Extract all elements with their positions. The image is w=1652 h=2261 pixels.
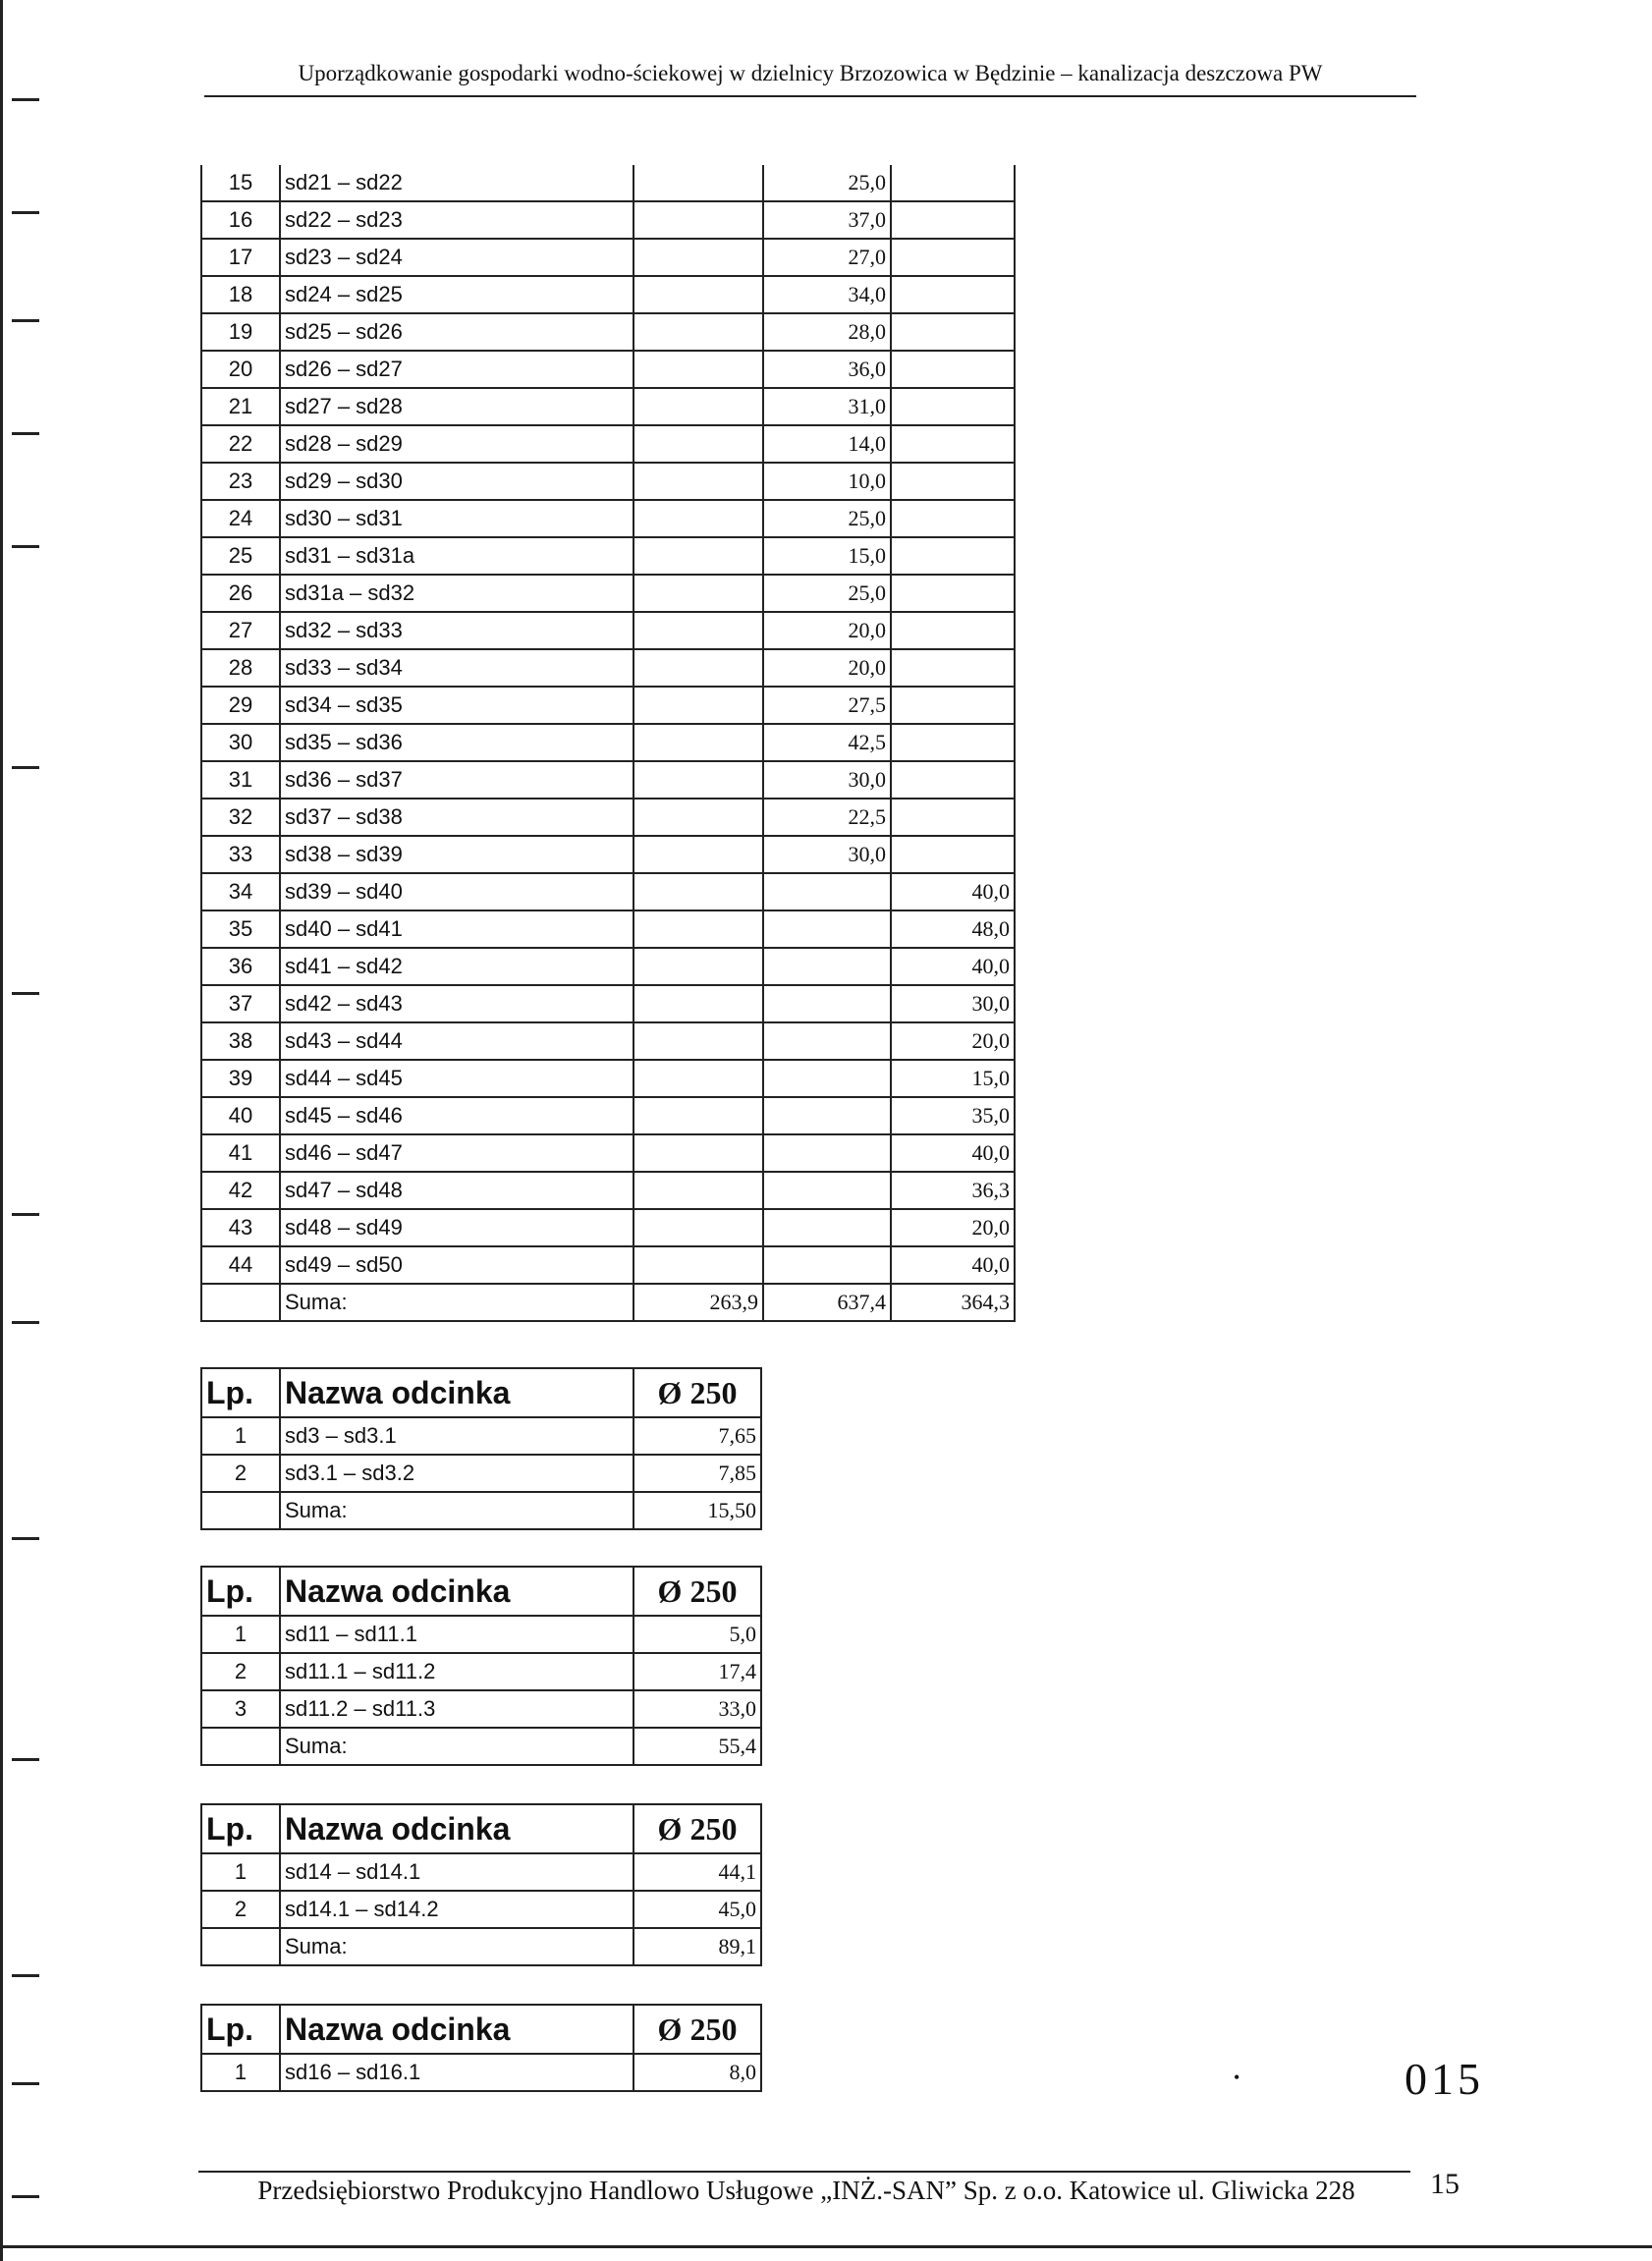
sum-label-cell: Suma: (280, 1728, 633, 1765)
length-col1-cell (633, 1209, 763, 1246)
table-row (201, 836, 1015, 873)
length-col2-cell: 42,5 (763, 724, 891, 761)
section-name-cell: sd47 – sd48 (280, 1172, 633, 1209)
row-number-cell: 41 (201, 1134, 280, 1172)
length-col2-cell (763, 1172, 891, 1209)
page-stamp: 015 (1404, 2054, 1484, 2104)
length-col3-cell (891, 351, 1015, 388)
table-row (201, 1172, 1015, 1209)
scan-edge-mark (12, 1537, 39, 1540)
row-number-cell: 1 (201, 2054, 280, 2091)
length-col1-cell (633, 1134, 763, 1172)
length-col1-cell (633, 313, 763, 351)
length-col3-cell: 30,0 (891, 985, 1015, 1022)
section-name-cell: sd11.1 – sd11.2 (280, 1653, 633, 1690)
section-name-header: Nazwa odcinka (280, 1368, 633, 1417)
table-row (201, 1891, 761, 1928)
length-col2-cell (763, 873, 891, 910)
table-row (201, 1209, 1015, 1246)
table-row (201, 313, 1015, 351)
length-col2-cell (763, 1209, 891, 1246)
section-name-cell: sd35 – sd36 (280, 724, 633, 761)
length-col1-cell (633, 1172, 763, 1209)
section-name-cell: sd46 – sd47 (280, 1134, 633, 1172)
length-col1-cell (633, 537, 763, 575)
section-name-cell: sd36 – sd37 (280, 761, 633, 799)
section-name-cell: sd48 – sd49 (280, 1209, 633, 1246)
length-col1-cell (633, 575, 763, 612)
section-name-cell: sd37 – sd38 (280, 799, 633, 836)
section-name-cell: sd3.1 – sd3.2 (280, 1455, 633, 1492)
scan-edge-mark (12, 545, 39, 548)
row-number-cell: 25 (201, 537, 280, 575)
table-row (201, 1097, 1015, 1134)
section-name-cell: sd11 – sd11.1 (280, 1616, 633, 1653)
section-name-cell: sd21 – sd22 (280, 165, 633, 201)
section-name-cell: sd28 – sd29 (280, 425, 633, 463)
length-col3-cell (891, 687, 1015, 724)
row-number-cell: 18 (201, 276, 280, 313)
table-header-row (201, 1368, 761, 1417)
table-row (201, 463, 1015, 500)
length-col2-cell (763, 910, 891, 948)
length-col2-cell: 36,0 (763, 351, 891, 388)
length-col3-cell (891, 836, 1015, 873)
scan-edge-mark (12, 1974, 39, 1977)
row-number-cell: 34 (201, 873, 280, 910)
row-number-cell: 30 (201, 724, 280, 761)
length-col2-cell: 20,0 (763, 612, 891, 649)
row-number-cell: 19 (201, 313, 280, 351)
header-rule (204, 95, 1416, 97)
length-cell: 8,0 (633, 2054, 761, 2091)
row-number-cell: 29 (201, 687, 280, 724)
length-col2-cell: 14,0 (763, 425, 891, 463)
table-row (201, 1060, 1015, 1097)
row-number-cell: 21 (201, 388, 280, 425)
length-cell: 45,0 (633, 1891, 761, 1928)
sum-value-cell: 55,4 (633, 1728, 761, 1765)
diameter-header: Ø 250 (633, 2005, 761, 2054)
table-row (201, 873, 1015, 910)
section-name-cell: sd41 – sd42 (280, 948, 633, 985)
table-row (201, 1246, 1015, 1284)
table-row (201, 239, 1015, 276)
row-number-cell: 3 (201, 1690, 280, 1728)
length-cell: 33,0 (633, 1690, 761, 1728)
length-col2-cell: 27,0 (763, 239, 891, 276)
length-col3-cell (891, 201, 1015, 239)
length-col1-cell (633, 761, 763, 799)
section-name-cell: sd45 – sd46 (280, 1097, 633, 1134)
row-number-cell: 44 (201, 1246, 280, 1284)
length-col2-cell (763, 1246, 891, 1284)
length-cell: 7,85 (633, 1455, 761, 1492)
table-row (201, 1134, 1015, 1172)
sum-row (201, 1928, 761, 1965)
sum-lp-cell (201, 1728, 280, 1765)
row-number-cell: 2 (201, 1653, 280, 1690)
scan-edge-mark (12, 992, 39, 995)
length-col1-cell (633, 463, 763, 500)
row-number-cell: 39 (201, 1060, 280, 1097)
scan-edge-mark (12, 1213, 39, 1216)
pipe-section-table (200, 1803, 762, 1966)
main-table-body (201, 165, 1015, 1321)
length-col1-cell (633, 1246, 763, 1284)
section-name-cell: sd38 – sd39 (280, 836, 633, 873)
length-col1-cell (633, 276, 763, 313)
section-name-cell: sd40 – sd41 (280, 910, 633, 948)
row-number-cell: 2 (201, 1455, 280, 1492)
scan-edge-mark (12, 1321, 39, 1324)
length-col3-cell (891, 313, 1015, 351)
section-name-cell: sd16 – sd16.1 (280, 2054, 633, 2091)
sum-col3-cell: 364,3 (891, 1284, 1015, 1321)
pipe-section-table (200, 2004, 762, 2092)
length-col3-cell (891, 724, 1015, 761)
length-col1-cell (633, 239, 763, 276)
table-row (201, 425, 1015, 463)
sum-row (201, 1728, 761, 1765)
section-name-cell: sd44 – sd45 (280, 1060, 633, 1097)
scan-left-edge (0, 0, 3, 2261)
section-name-header: Nazwa odcinka (280, 1804, 633, 1853)
length-col1-cell (633, 799, 763, 836)
length-col1-cell (633, 1022, 763, 1060)
pipe-section-table (200, 1566, 762, 1766)
length-col3-cell (891, 425, 1015, 463)
section-name-cell: sd33 – sd34 (280, 649, 633, 687)
row-number-cell: 31 (201, 761, 280, 799)
length-col1-cell (633, 910, 763, 948)
table-header-row (201, 2005, 761, 2054)
row-number-cell: 43 (201, 1209, 280, 1246)
length-cell: 5,0 (633, 1616, 761, 1653)
sum-row (201, 1284, 1015, 1321)
length-col3-cell (891, 276, 1015, 313)
scan-bottom-edge (0, 2245, 1652, 2248)
lp-header: Lp. (201, 1804, 280, 1853)
lp-header: Lp. (201, 1368, 280, 1417)
table-row (201, 761, 1015, 799)
table-row (201, 612, 1015, 649)
section-name-cell: sd14.1 – sd14.2 (280, 1891, 633, 1928)
diameter-header: Ø 250 (633, 1804, 761, 1853)
section-name-cell: sd26 – sd27 (280, 351, 633, 388)
row-number-cell: 28 (201, 649, 280, 687)
section-name-cell: sd3 – sd3.1 (280, 1417, 633, 1455)
length-col3-cell (891, 575, 1015, 612)
length-col1-cell (633, 724, 763, 761)
section-name-cell: sd22 – sd23 (280, 201, 633, 239)
row-number-cell: 24 (201, 500, 280, 537)
lp-header: Lp. (201, 2005, 280, 2054)
length-col2-cell: 28,0 (763, 313, 891, 351)
length-col1-cell (633, 873, 763, 910)
scan-edge-mark (12, 211, 39, 214)
section-name-cell: sd25 – sd26 (280, 313, 633, 351)
length-cell: 7,65 (633, 1417, 761, 1455)
scan-edge-mark (12, 319, 39, 322)
table-row (201, 537, 1015, 575)
row-number-cell: 42 (201, 1172, 280, 1209)
length-col3-cell: 40,0 (891, 1246, 1015, 1284)
table-header-row (201, 1804, 761, 1853)
diameter-header: Ø 250 (633, 1368, 761, 1417)
length-col2-cell: 27,5 (763, 687, 891, 724)
section-name-cell: sd42 – sd43 (280, 985, 633, 1022)
length-col3-cell (891, 165, 1015, 201)
table-row (201, 1616, 761, 1653)
length-col1-cell (633, 1097, 763, 1134)
length-col3-cell: 35,0 (891, 1097, 1015, 1134)
length-col3-cell: 20,0 (891, 1209, 1015, 1246)
row-number-cell: 26 (201, 575, 280, 612)
pipe-section-table (200, 1367, 762, 1530)
length-col1-cell (633, 500, 763, 537)
length-col2-cell: 15,0 (763, 537, 891, 575)
table-row (201, 1417, 761, 1455)
length-col2-cell: 25,0 (763, 575, 891, 612)
length-col2-cell (763, 1022, 891, 1060)
length-col2-cell: 25,0 (763, 500, 891, 537)
lp-header: Lp. (201, 1567, 280, 1616)
footer-rule (198, 2171, 1410, 2173)
length-col1-cell (633, 201, 763, 239)
table-row (201, 276, 1015, 313)
section-name-cell: sd11.2 – sd11.3 (280, 1690, 633, 1728)
row-number-cell: 16 (201, 201, 280, 239)
length-col2-cell: 22,5 (763, 799, 891, 836)
row-number-cell: 22 (201, 425, 280, 463)
length-col1-cell (633, 836, 763, 873)
length-col3-cell (891, 799, 1015, 836)
sum-label-cell: Suma: (280, 1492, 633, 1529)
document-header: Uporządkowanie gospodarki wodno-ściekowej w dzielnicy Brzozowica w Będzinie – kanalizacja deszczowa PW (298, 61, 1323, 85)
sum-row (201, 1492, 761, 1529)
section-name-cell: sd32 – sd33 (280, 612, 633, 649)
table-row (201, 351, 1015, 388)
table-row (201, 2054, 761, 2091)
table-row (201, 649, 1015, 687)
sum-value-cell: 89,1 (633, 1928, 761, 1965)
table-row (201, 1455, 761, 1492)
scan-edge-mark (12, 1758, 39, 1761)
length-col2-cell: 37,0 (763, 201, 891, 239)
length-col3-cell (891, 612, 1015, 649)
sum-col2-cell: 637,4 (763, 1284, 891, 1321)
table-row (201, 948, 1015, 985)
table-row (201, 1022, 1015, 1060)
length-col2-cell: 30,0 (763, 836, 891, 873)
sum-lp-cell (201, 1928, 280, 1965)
scan-edge-mark (12, 2195, 39, 2198)
section-name-cell: sd24 – sd25 (280, 276, 633, 313)
length-col3-cell: 36,3 (891, 1172, 1015, 1209)
length-col2-cell (763, 1097, 891, 1134)
sum-label-cell: Suma: (280, 1928, 633, 1965)
length-col3-cell (891, 537, 1015, 575)
length-col1-cell (633, 948, 763, 985)
scan-edge-mark (12, 98, 39, 101)
length-col1-cell (633, 612, 763, 649)
table-row (201, 724, 1015, 761)
length-col1-cell (633, 165, 763, 201)
row-number-cell: 37 (201, 985, 280, 1022)
row-number-cell: 17 (201, 239, 280, 276)
row-number-cell: 38 (201, 1022, 280, 1060)
sum-label-cell: Suma: (280, 1284, 633, 1321)
section-name-cell: sd30 – sd31 (280, 500, 633, 537)
section-name-cell: sd34 – sd35 (280, 687, 633, 724)
row-number-cell: 33 (201, 836, 280, 873)
table-row (201, 799, 1015, 836)
length-col2-cell: 30,0 (763, 761, 891, 799)
table-row (201, 1853, 761, 1891)
section-name-cell: sd31a – sd32 (280, 575, 633, 612)
table-row (201, 500, 1015, 537)
length-col2-cell: 25,0 (763, 165, 891, 201)
section-name-cell: sd49 – sd50 (280, 1246, 633, 1284)
length-col2-cell (763, 985, 891, 1022)
section-name-cell: sd39 – sd40 (280, 873, 633, 910)
row-number-cell: 35 (201, 910, 280, 948)
table-row (201, 575, 1015, 612)
sum-lp-cell (201, 1492, 280, 1529)
row-number-cell: 1 (201, 1616, 280, 1653)
length-col1-cell (633, 1060, 763, 1097)
length-col1-cell (633, 985, 763, 1022)
length-col3-cell: 48,0 (891, 910, 1015, 948)
section-name-cell: sd29 – sd30 (280, 463, 633, 500)
length-col1-cell (633, 351, 763, 388)
length-col3-cell (891, 761, 1015, 799)
section-name-header: Nazwa odcinka (280, 2005, 633, 2054)
table-row (201, 1653, 761, 1690)
length-col1-cell (633, 687, 763, 724)
length-col2-cell: 31,0 (763, 388, 891, 425)
scan-edge-mark (12, 766, 39, 769)
table-row (201, 201, 1015, 239)
length-col1-cell (633, 425, 763, 463)
length-cell: 44,1 (633, 1853, 761, 1891)
row-number-cell: 2 (201, 1891, 280, 1928)
document-footer: Przedsiębiorstwo Produkcyjno Handlowo Usługowe „INŻ.-SAN” Sp. z o.o. Katowice ul. Gliwicka 228 (257, 2176, 1355, 2205)
row-number-cell: 36 (201, 948, 280, 985)
row-number-cell: 23 (201, 463, 280, 500)
section-name-cell: sd43 – sd44 (280, 1022, 633, 1060)
length-col3-cell (891, 388, 1015, 425)
table-header-row (201, 1567, 761, 1616)
scan-speck: • (1234, 2068, 1240, 2087)
length-col2-cell (763, 1060, 891, 1097)
length-col3-cell: 15,0 (891, 1060, 1015, 1097)
row-number-cell: 1 (201, 1853, 280, 1891)
scan-edge-mark (12, 432, 39, 435)
row-number-cell: 40 (201, 1097, 280, 1134)
length-col2-cell (763, 948, 891, 985)
table-row (201, 910, 1015, 948)
row-number-cell: 1 (201, 1417, 280, 1455)
main-pipe-section-table (200, 165, 1016, 1322)
section-name-cell: sd14 – sd14.1 (280, 1853, 633, 1891)
diameter-header: Ø 250 (633, 1567, 761, 1616)
section-name-cell: sd23 – sd24 (280, 239, 633, 276)
sum-lp-cell (201, 1284, 280, 1321)
length-col3-cell (891, 239, 1015, 276)
length-col3-cell: 20,0 (891, 1022, 1015, 1060)
table-row (201, 985, 1015, 1022)
length-col3-cell (891, 649, 1015, 687)
length-col2-cell: 20,0 (763, 649, 891, 687)
length-col3-cell: 40,0 (891, 873, 1015, 910)
row-number-cell: 15 (201, 165, 280, 201)
row-number-cell: 27 (201, 612, 280, 649)
row-number-cell: 20 (201, 351, 280, 388)
table-row (201, 687, 1015, 724)
sum-col1-cell: 263,9 (633, 1284, 763, 1321)
row-number-cell: 32 (201, 799, 280, 836)
length-col2-cell: 34,0 (763, 276, 891, 313)
page-number: 15 (1430, 2168, 1459, 2200)
sum-value-cell: 15,50 (633, 1492, 761, 1529)
length-col2-cell: 10,0 (763, 463, 891, 500)
table-row (201, 388, 1015, 425)
length-col2-cell (763, 1134, 891, 1172)
length-col3-cell (891, 463, 1015, 500)
table-row (201, 165, 1015, 201)
section-name-cell: sd27 – sd28 (280, 388, 633, 425)
section-name-cell: sd31 – sd31a (280, 537, 633, 575)
length-col3-cell (891, 500, 1015, 537)
length-cell: 17,4 (633, 1653, 761, 1690)
length-col3-cell: 40,0 (891, 948, 1015, 985)
section-name-header: Nazwa odcinka (280, 1567, 633, 1616)
table-row (201, 1690, 761, 1728)
length-col1-cell (633, 649, 763, 687)
length-col3-cell: 40,0 (891, 1134, 1015, 1172)
scan-edge-mark (12, 2082, 39, 2085)
length-col1-cell (633, 388, 763, 425)
